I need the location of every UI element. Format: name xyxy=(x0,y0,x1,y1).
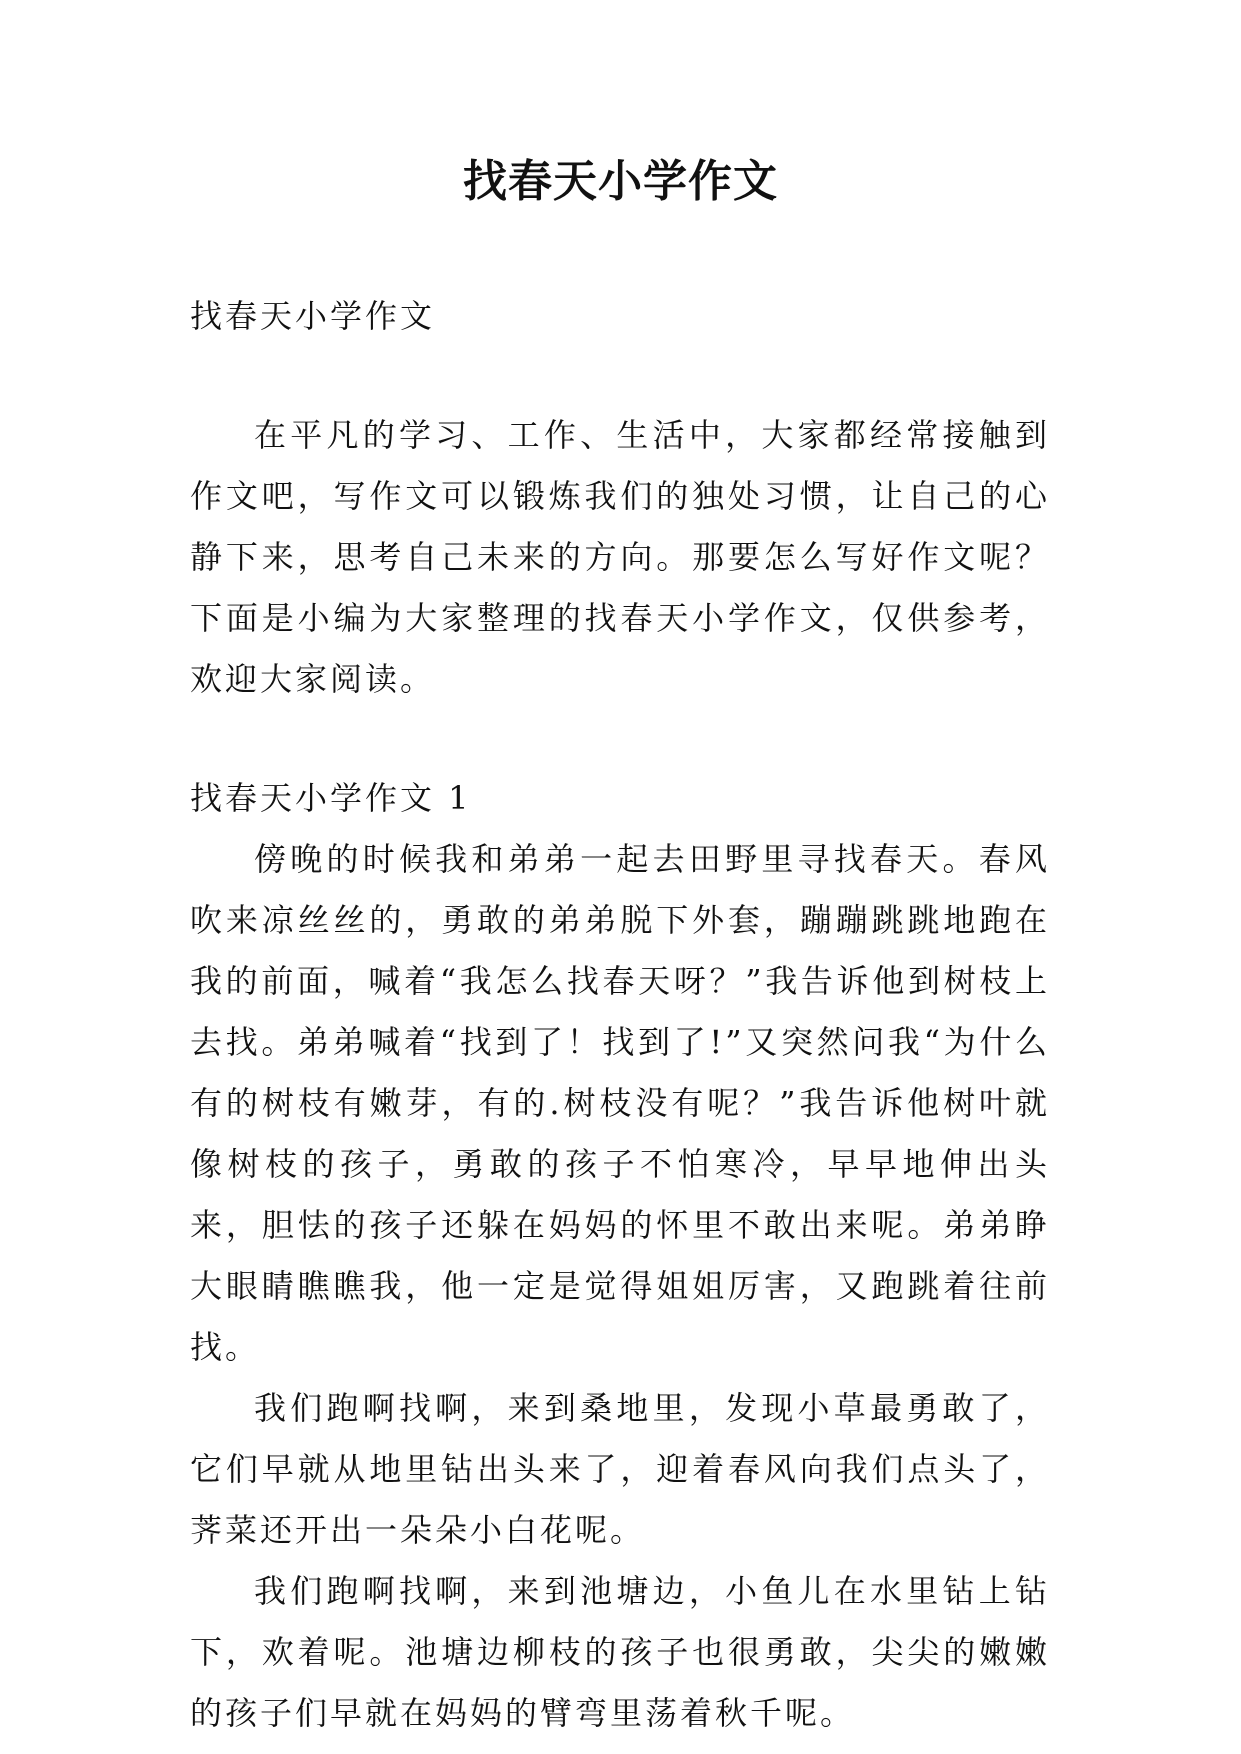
section-heading: 找春天小学作文 1 xyxy=(190,779,472,817)
body-paragraph-3: 我们跑啊找啊，来到池塘边，小鱼儿在水里钻上钻下，欢着呢。池塘边柳枝的孩子也很勇敢，尖尖的嫩嫩的孩子们早就在妈妈的臂弯里荡着秋千呢。 xyxy=(190,1572,1050,1732)
body-paragraph-1: 傍晚的时候我和弟弟一起去田野里寻找春天。春风吹来凉丝丝的，勇敢的弟弟脱下外套，蹦蹦跳跳地跑在我的前面，喊着“我怎么找春天呀？”我告诉他到树枝上去找。弟弟喊着“找到了！找到了!”又突然问我“为什么有的树枝有嫩芽，有的.树枝没有呢？”我告诉他树叶就像树枝的孩子，勇敢的孩子不怕寒冷，早早地伸出头来，胆怯的孩子还躲在妈妈的怀里不敢出来呢。弟弟睁大眼睛瞧瞧我，他一定是觉得姐姐厉害，又跑跳着往前找。 xyxy=(190,840,1050,1366)
document-subtitle: 找春天小学作文 xyxy=(190,297,436,335)
document-body xyxy=(190,286,1050,1744)
intro-paragraph: 在平凡的学习、工作、生活中，大家都经常接触到作文吧，写作文可以锻炼我们的独处习惯，让自己的心静下来，思考自己未来的方向。那要怎么写好作文呢？下面是小编为大家整理的找春天小学作文，仅供参考，欢迎大家阅读。 xyxy=(190,416,1050,698)
body-paragraph-2: 我们跑啊找啊，来到桑地里，发现小草最勇敢了，它们早就从地里钻出头来了，迎着春风向我们点头了，荠菜还开出一朵朵小白花呢。 xyxy=(190,1389,1050,1549)
document-title: 找春天小学作文 xyxy=(463,156,778,207)
